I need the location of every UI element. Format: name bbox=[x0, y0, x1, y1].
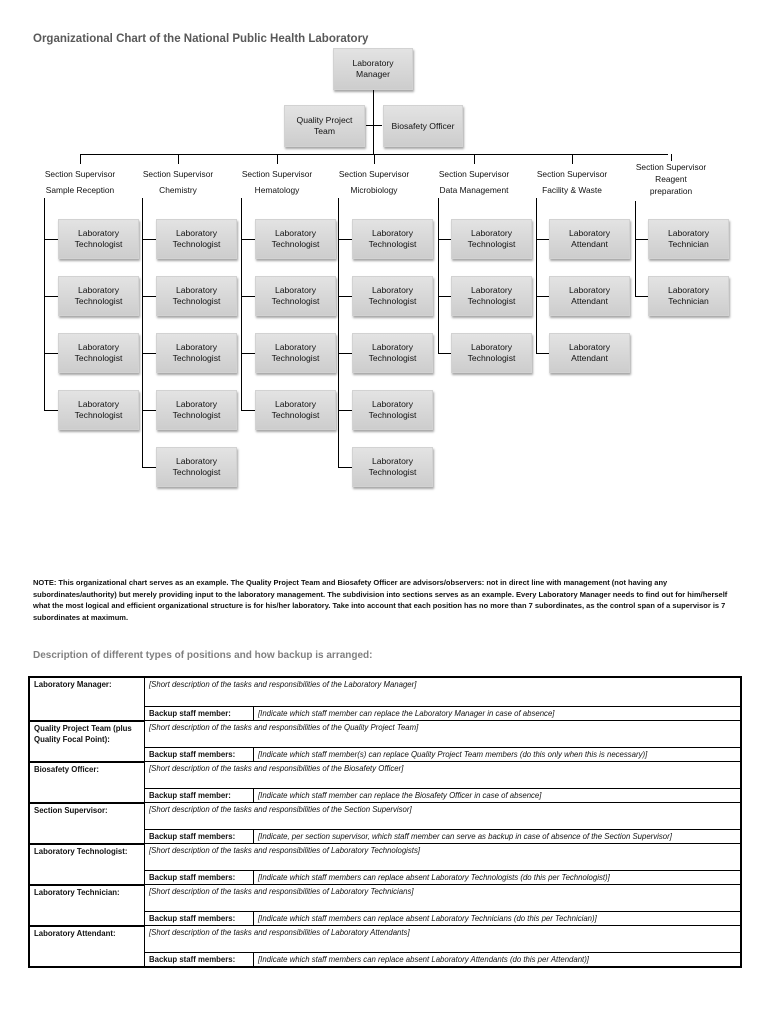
staff-label: Laboratory Technologist bbox=[74, 228, 123, 249]
connector-line bbox=[474, 154, 475, 164]
position-name: Biosafety Officer: bbox=[29, 762, 145, 803]
connector-line bbox=[338, 353, 352, 354]
section-supervisor-4 bbox=[427, 166, 521, 198]
supervisor-section-name: Data Management bbox=[439, 185, 509, 195]
staff-box bbox=[549, 276, 630, 316]
connector-line bbox=[635, 201, 636, 296]
staff-box bbox=[352, 333, 433, 373]
staff-label: Laboratory Technologist bbox=[467, 342, 516, 363]
staff-box bbox=[451, 219, 532, 259]
section-supervisor-5 bbox=[525, 166, 619, 198]
staff-label: Laboratory Technologist bbox=[271, 342, 320, 363]
staff-label: Laboratory Attendant bbox=[568, 285, 611, 306]
position-row bbox=[29, 677, 741, 707]
connector-line bbox=[536, 353, 549, 354]
connector-line bbox=[44, 353, 58, 354]
section-supervisor-3 bbox=[327, 166, 421, 198]
staff-box bbox=[156, 390, 237, 430]
staff-box bbox=[58, 333, 139, 373]
backup-label: Backup staff member: bbox=[145, 707, 254, 721]
position-description: [Short description of the tasks and responsibilities of Laboratory Attendants] bbox=[145, 926, 742, 953]
connector-line bbox=[241, 239, 255, 240]
section-supervisor-2 bbox=[230, 166, 324, 198]
backup-value: [Indicate which staff member can replace the Biosafety Officer in case of absence] bbox=[254, 789, 742, 803]
staff-label: Laboratory Technologist bbox=[467, 285, 516, 306]
supervisor-title: Section Supervisor bbox=[44, 169, 116, 179]
staff-label: Laboratory Technologist bbox=[467, 228, 516, 249]
supervisor-section-name: Sample Reception bbox=[45, 185, 115, 195]
staff-label: Laboratory Technician bbox=[667, 285, 710, 306]
backup-label: Backup staff members: bbox=[145, 748, 254, 762]
staff-box bbox=[255, 276, 336, 316]
staff-label: Laboratory Technologist bbox=[172, 399, 221, 420]
staff-box bbox=[156, 276, 237, 316]
backup-value: [Indicate, per section supervisor, which staff member can serve as backup in case of absence of the Section Supervisor] bbox=[254, 830, 742, 844]
staff-label: Laboratory Technologist bbox=[271, 228, 320, 249]
staff-label: Laboratory Technologist bbox=[172, 228, 221, 249]
staff-label: Laboratory Technologist bbox=[368, 456, 417, 477]
connector-line bbox=[80, 154, 81, 164]
connector-line bbox=[44, 296, 58, 297]
connector-line bbox=[438, 296, 451, 297]
connector-line bbox=[438, 239, 451, 240]
lab-manager-label: Laboratory Manager bbox=[352, 58, 394, 79]
staff-box bbox=[451, 276, 532, 316]
connector-line bbox=[373, 90, 374, 154]
staff-label: Laboratory Attendant bbox=[568, 342, 611, 363]
positions-table bbox=[28, 676, 742, 968]
connector-line bbox=[635, 296, 648, 297]
position-description: [Short description of the tasks and responsibilities of the Quality Project Team] bbox=[145, 721, 742, 748]
staff-box bbox=[58, 390, 139, 430]
position-row bbox=[29, 844, 741, 871]
position-name: Laboratory Attendant: bbox=[29, 926, 145, 968]
staff-box bbox=[352, 219, 433, 259]
section-supervisor-1 bbox=[131, 166, 225, 198]
connector-line bbox=[338, 239, 352, 240]
backup-value: [Indicate which staff members can replace absent Laboratory Technicians (do this per Technician)] bbox=[254, 912, 742, 926]
supervisor-title: Section Supervisor bbox=[241, 169, 313, 179]
lab-manager-box bbox=[333, 48, 413, 90]
staff-box bbox=[648, 276, 729, 316]
connector-line bbox=[338, 467, 352, 468]
staff-box bbox=[549, 219, 630, 259]
staff-box bbox=[352, 447, 433, 487]
backup-label: Backup staff members: bbox=[145, 912, 254, 926]
backup-value: [Indicate which staff members can replace absent Laboratory Technologists (do this per Technologist)] bbox=[254, 871, 742, 885]
backup-label: Backup staff members: bbox=[145, 953, 254, 968]
biosafety-officer-label: Biosafety Officer bbox=[391, 120, 455, 131]
section-supervisor-6 bbox=[624, 161, 718, 197]
staff-label: Laboratory Technologist bbox=[74, 285, 123, 306]
connector-line bbox=[44, 239, 58, 240]
backup-label: Backup staff member: bbox=[145, 789, 254, 803]
position-description: [Short description of the tasks and responsibilities of the Laboratory Manager] bbox=[145, 677, 742, 707]
position-row bbox=[29, 762, 741, 789]
staff-label: Laboratory Technologist bbox=[368, 285, 417, 306]
connector-line bbox=[241, 296, 255, 297]
backup-label: Backup staff members: bbox=[145, 830, 254, 844]
position-name: Laboratory Technician: bbox=[29, 885, 145, 926]
staff-box bbox=[156, 219, 237, 259]
quality-team-label: Quality Project Team bbox=[296, 115, 353, 136]
connector-line bbox=[142, 410, 156, 411]
section-supervisor-0 bbox=[33, 166, 127, 198]
staff-label: Laboratory Technologist bbox=[172, 456, 221, 477]
supervisor-title: Section Supervisor bbox=[536, 169, 608, 179]
connector-line bbox=[536, 198, 537, 353]
backup-value: [Indicate which staff member can replace the Laboratory Manager in case of absence] bbox=[254, 707, 742, 721]
connector-line bbox=[44, 410, 58, 411]
connector-line bbox=[277, 154, 278, 164]
staff-box bbox=[255, 390, 336, 430]
staff-box bbox=[255, 219, 336, 259]
staff-box bbox=[352, 390, 433, 430]
staff-label: Laboratory Technologist bbox=[368, 228, 417, 249]
staff-box bbox=[255, 333, 336, 373]
supervisor-section-name: Chemistry bbox=[159, 185, 197, 195]
connector-line bbox=[142, 353, 156, 354]
note-text: NOTE: This organizational chart serves as an example. The Quality Project Team and Biosafety Officer are advisors/observers: not in direct line with management (not having any subordinates/authority) but merely providing input to the laboratory management. The subdivision into sections serves as an example. Every Laboratory Manager needs to find out for him/herself what the most logical and efficient organizational structure is for his/her laboratory. Take into account that each position has no more than 7 subordinates, as the control span of a supervisor is 7 subordinates at maximum. bbox=[33, 578, 728, 622]
page-title: Organizational Chart of the National Public Health Laboratory bbox=[33, 33, 369, 45]
connector-line bbox=[241, 198, 242, 410]
description-heading: Description of different types of positions and how backup is arranged: bbox=[33, 650, 373, 661]
staff-label: Laboratory Technologist bbox=[172, 285, 221, 306]
position-name: Laboratory Technologist: bbox=[29, 844, 145, 885]
quality-team-box bbox=[284, 105, 365, 147]
supervisor-title: Section Supervisor bbox=[635, 162, 707, 172]
biosafety-officer-box bbox=[383, 105, 463, 147]
staff-label: Laboratory Technologist bbox=[172, 342, 221, 363]
connector-line bbox=[142, 239, 156, 240]
position-name: Quality Project Team (plus Quality Focal Point): bbox=[29, 721, 145, 762]
backup-value: [Indicate which staff members can replace absent Laboratory Attendants (do this per Attendant)] bbox=[254, 953, 742, 968]
connector-line bbox=[142, 467, 156, 468]
supervisor-title: Section Supervisor bbox=[338, 169, 410, 179]
staff-label: Laboratory Technologist bbox=[368, 342, 417, 363]
connector-line bbox=[44, 198, 45, 410]
staff-box bbox=[451, 333, 532, 373]
connector-line bbox=[536, 239, 549, 240]
position-row bbox=[29, 803, 741, 830]
position-row bbox=[29, 926, 741, 953]
staff-box bbox=[58, 219, 139, 259]
staff-label: Laboratory Technologist bbox=[368, 399, 417, 420]
staff-label: Laboratory Technologist bbox=[74, 342, 123, 363]
position-description: [Short description of the tasks and responsibilities of Laboratory Technicians] bbox=[145, 885, 742, 912]
staff-box bbox=[156, 447, 237, 487]
staff-label: Laboratory Technician bbox=[667, 228, 710, 249]
connector-line bbox=[338, 296, 352, 297]
staff-label: Laboratory Technologist bbox=[271, 399, 320, 420]
staff-label: Laboratory Attendant bbox=[568, 228, 611, 249]
supervisor-section-name: Microbiology bbox=[350, 185, 398, 195]
supervisor-section-name: Hematology bbox=[254, 185, 300, 195]
staff-label: Laboratory Technologist bbox=[74, 399, 123, 420]
connector-line bbox=[338, 410, 352, 411]
position-description: [Short description of the tasks and responsibilities of Laboratory Technologists] bbox=[145, 844, 742, 871]
connector-line bbox=[635, 239, 648, 240]
staff-box bbox=[156, 333, 237, 373]
connector-line bbox=[374, 154, 375, 164]
connector-line bbox=[366, 125, 382, 126]
connector-line bbox=[572, 154, 573, 164]
connector-line bbox=[438, 198, 439, 353]
position-description: [Short description of the tasks and responsibilities of the Section Supervisor] bbox=[145, 803, 742, 830]
staff-box bbox=[549, 333, 630, 373]
backup-label: Backup staff members: bbox=[145, 871, 254, 885]
supervisor-title: Section Supervisor bbox=[142, 169, 214, 179]
connector-line bbox=[241, 410, 255, 411]
position-name: Laboratory Manager: bbox=[29, 677, 145, 721]
staff-box bbox=[648, 219, 729, 259]
connector-line bbox=[241, 353, 255, 354]
supervisor-section-name: Reagent preparation bbox=[649, 174, 693, 196]
staff-label: Laboratory Technologist bbox=[271, 285, 320, 306]
staff-box bbox=[352, 276, 433, 316]
supervisor-title: Section Supervisor bbox=[438, 169, 510, 179]
connector-line bbox=[536, 296, 549, 297]
backup-value: [Indicate which staff member(s) can replace Quality Project Team members (do this only when this is necessary)] bbox=[254, 748, 742, 762]
position-row bbox=[29, 721, 741, 748]
connector-line bbox=[438, 353, 451, 354]
position-row bbox=[29, 885, 741, 912]
staff-box bbox=[58, 276, 139, 316]
connector-line bbox=[178, 154, 179, 164]
position-description: [Short description of the tasks and responsibilities of the Biosafety Officer] bbox=[145, 762, 742, 789]
position-name: Section Supervisor: bbox=[29, 803, 145, 844]
connector-line bbox=[142, 296, 156, 297]
supervisor-section-name: Facility & Waste bbox=[542, 185, 602, 195]
